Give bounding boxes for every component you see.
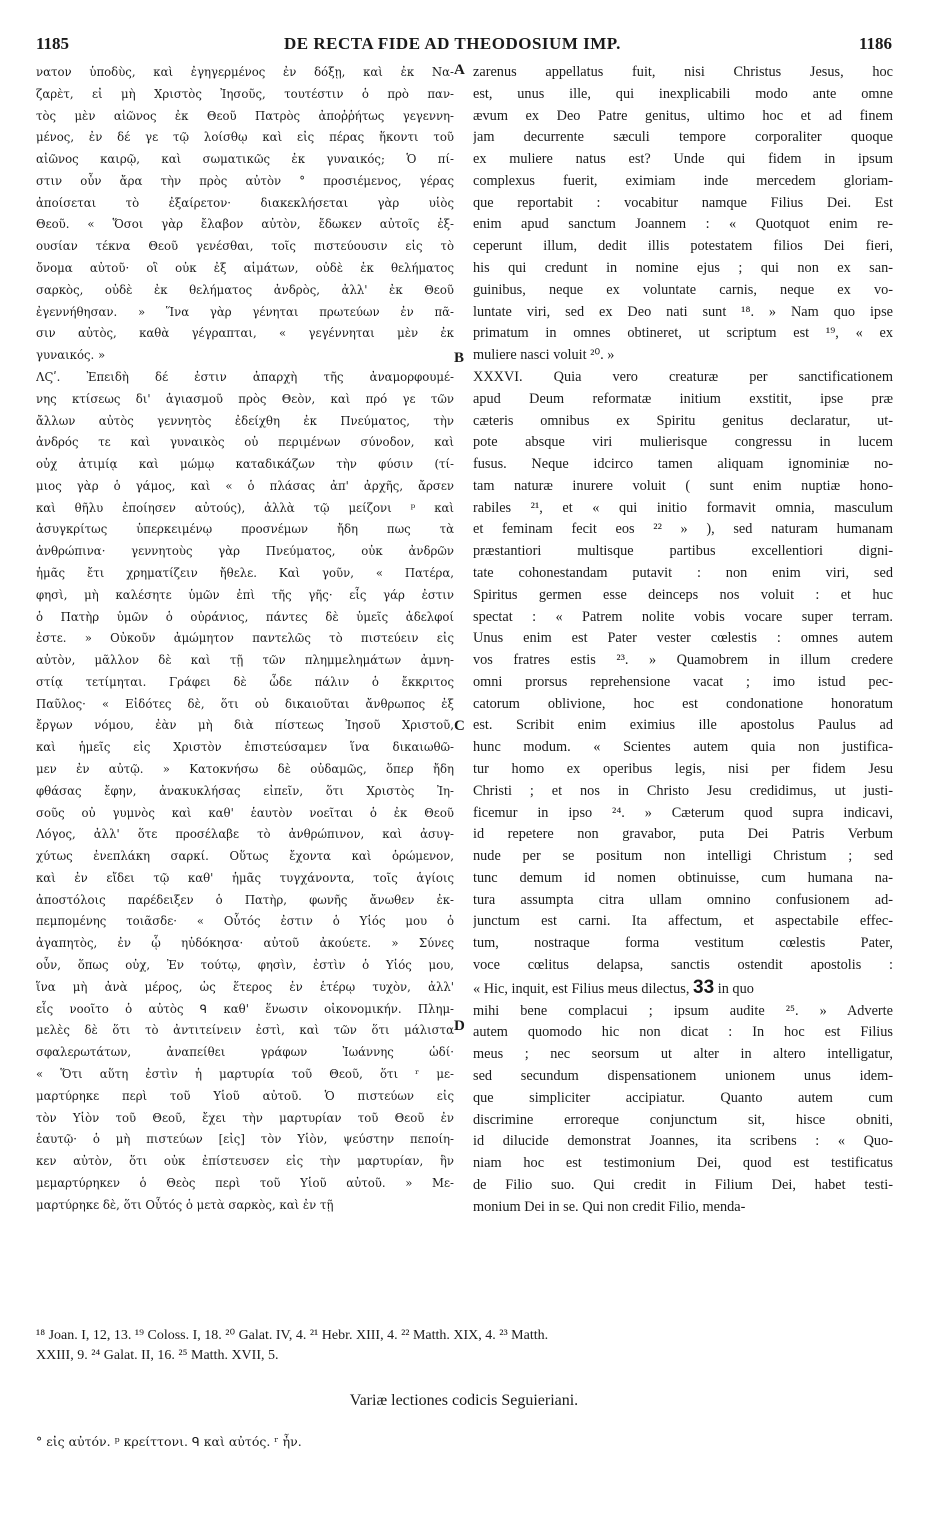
greek-text-line: τὸς μὲν αἰῶνος ἐκ Θεοῦ Πατρὸς ἀποῤῥήτως γεγεννη- — [36, 108, 454, 123]
latin-text-line: tum, nostraque forma vestitum cœlestis Pater, — [473, 935, 893, 952]
latin-text-line: Christi ; et nos in Christo Jesu credidimus, ut justi- — [473, 782, 893, 799]
greek-text-line: κεν αὐτὸν, ὅτι οὐκ ἐπίστευσεν εἰς τὴν μαρτυρίαν, ἣν — [36, 1154, 454, 1169]
latin-text-line: id dilucide demonstrat Joannes, ita scribens : « Quo- — [473, 1133, 893, 1150]
greek-text-line: ουσίαν τέκνα Θεοῦ γενέσθαι, τοῖς πιστεύουσιν εἰς τὸ — [36, 239, 454, 254]
latin-text-line: tura assumpta citra ullam omnino confusionem ad- — [473, 891, 893, 908]
variae-lectiones-title: Variæ lectiones codicis Seguieriani. — [349, 1392, 579, 1409]
latin-text-line: que simpliciter accipiatur. Quanto autem cum — [473, 1089, 893, 1106]
latin-text-line: tur homo ex operibus legis, nisi per fidem Jesu — [473, 761, 893, 777]
latin-text-line: rabiles ²¹, et « qui initio formavit omnia, masculum — [473, 499, 893, 516]
latin-text-line: est. Scribit enim eximius ille apostolus Paulus ad — [473, 717, 893, 734]
greek-text-line: σαρκὸς, οὐδὲ ἐκ θελήματος ἀνδρὸς, ἀλλ' ἐκ Θεοῦ — [36, 282, 454, 297]
greek-text-line: μιος γὰρ ὁ γάμος, καὶ « ὁ πλάσας ἀπ' ἀρχῆς, ἄρσεν — [36, 478, 454, 493]
greek-text-line: Παῦλος· « Εἰδότες δὲ, ὅτι οὐ δικαιοῦται ἄνθρωπος ἐξ — [36, 696, 454, 711]
margin-letter-b: B — [454, 350, 465, 366]
latin-text-line: discrimine erroreque conjunctum sit, hisce obniti, — [473, 1111, 893, 1128]
greek-text-line: μελὲς δὲ ὅτι τὸ ἀντιτείνειν ἐστὶ, καὶ τῶν ὅτι μάλιστα — [36, 1023, 454, 1038]
greek-text-line: αἰῶνος καιρῷ, καὶ σωματικῶς ἐκ γυναικός; Ὁ πί- — [36, 152, 454, 167]
greek-text-line: μεμαρτύρηκεν ὁ Θεὸς περὶ τοῦ Υἱοῦ αὐτοῦ. » Με- — [36, 1175, 454, 1190]
latin-text-line: omni prorsus reprehensione vacat ; imo istud pec- — [473, 673, 893, 690]
latin-text-line: mihi bene complacui ; ipsum audite ²⁵. » Adverte — [473, 1002, 893, 1019]
latin-text-line: voce cœlitus delapsa, sanctis ostendit apostolis : — [473, 957, 893, 974]
latin-text-line: ceperunt illum, dedit illis potestatem filios Dei fieri, — [473, 238, 893, 255]
greek-text-line: μεν ἐν αὐτῷ. » Κατοκνήσω δὲ οὐδαμῶς, ὅπερ ἤδη — [36, 762, 454, 776]
greek-text-line: σφαλερωτάτων, ἀναπείθει γράφων Ἰωάννης ὡδί· — [36, 1045, 454, 1060]
latin-text-line: muliere nasci voluit ²⁰. » — [473, 347, 615, 364]
footnote-line-2: XXIII, 9. ²⁴ Galat. II, 16. ²⁵ Matth. XVII, 5. — [36, 1348, 279, 1363]
latin-text-line: Spiritus germen esse deinceps nos voluit : et huc — [473, 586, 893, 603]
latin-text-line: autem quomodo hic non dicat : In hoc est Filius — [473, 1024, 893, 1041]
footnote-line-1: ¹⁸ Joan. I, 12, 13. ¹⁹ Coloss. I, 18. ²⁰ Galat. IV, 4. ²¹ Hebr. XIII, 4. ²² Matth. XIX, 4. ²³ Matth. — [36, 1328, 549, 1343]
greek-text-line: πεμπομένης τοιᾶσδε· « Οὗτός ἐστιν ὁ Υἱός μου ὁ — [36, 914, 454, 929]
latin-text-line: junctum est carni. Ita affectum, et aspectabile effec- — [473, 913, 893, 930]
greek-text-line: καὶ θῆλυ ἐποίησεν αὐτούς), ἀλλὰ τῷ μείζονι ᵖ καὶ — [36, 500, 454, 515]
latin-column — [473, 62, 893, 1218]
latin-text-line: zarenus appellatus fuit, nisi Christus Jesus, hoc — [473, 64, 893, 80]
greek-text-line: ὁ Πατὴρ ὑμῶν ὁ οὐράνιος, πάντες δὲ ὑμεῖς ἀδελφοί — [36, 609, 454, 624]
margin-letter-d: D — [454, 1018, 465, 1034]
greek-text-line: μένος, ἐν δέ γε τῷ λοίσθῳ καὶ εἰς πέρας ἥκοντι τοῦ — [36, 130, 454, 145]
greek-text-line: χύτως ἐνεπλάκη σαρκί. Οὕτως ἔχοντα καὶ ὁρώμενον, — [36, 849, 454, 864]
greek-text-line: ζαρὲτ, εἰ μὴ Χριστὸς Ἰησοῦς, τουτέστιν ὁ πρὸ παν- — [36, 86, 454, 101]
latin-text-line: fusus. Neque idcirco tamen aliquam ignominiæ no- — [473, 456, 893, 473]
greek-text-line: ἑαυτῷ· ὁ μὴ πιστεύων [εἰς] τὸν Υἱὸν, ψεύστην πεποίη- — [36, 1132, 454, 1147]
latin-text-line: que reportabit : vocabitur namque Filius Dei. Est — [473, 194, 893, 211]
greek-text-line: ἔργων νόμου, ἐὰν μὴ διὰ πίστεως Ἰησοῦ Χριστοῦ, — [36, 718, 454, 733]
latin-text-line: complexus fuerit, eximiam inde mercedem gloriam- — [473, 172, 893, 189]
latin-text-line: tam naturæ inurere voluit ( sunt enim nuptiæ hono- — [473, 477, 893, 494]
greek-text-line: σοῦς οὐ γυμνὸς καὶ καθ' ἑαυτὸν νοεῖται ὁ ἐκ Θεοῦ — [36, 805, 454, 820]
greek-text-line: φησὶ, μὴ καλέσητε ὑμῶν ἐπὶ τῆς γῆς· εἷς γάρ ἐστιν — [36, 587, 454, 602]
greek-text-line: ἀνθρώπινα· γεννητοὺς γὰρ Πνεύματος, οὐκ ἀνδρῶν — [36, 544, 454, 559]
greek-text-line: ἀσυγκρίτως ὑπερκειμένῳ προσνέμων ἤδη πως τὰ — [36, 522, 454, 537]
greek-text-line: ἀγαπητὸς, ἐν ᾧ ηὐδόκησα· αὐτοῦ ἀκούετε. » Σύνες — [36, 936, 454, 951]
latin-text-line — [473, 977, 893, 1001]
greek-text-line: νης κτίσεως δι' ἁγιασμοῦ πρὸς Θεὸν, καὶ πρό γε τῶν — [36, 391, 454, 406]
latin-text-line: ex muliere natus est? Unde qui fidem in ipsum — [473, 151, 893, 168]
greek-text-line: οὖν, ὅπως οὐχ, Ἐν τούτῳ, φησὶν, ἐστὶν ὁ Υἱός μου, — [36, 958, 454, 973]
latin-text-line: apud Deum reformatæ initium exstitit, ipse præ — [473, 390, 893, 407]
greek-text-line: στιν οὖν ἄρα τὴν πρὸς αὐτὸν ° προσιέμενος, γέρας — [36, 173, 454, 188]
running-header — [36, 34, 892, 58]
greek-text-line: Λόγος, ἀλλ' ὅτε προσέλαβε τὸ ἀνθρώπινον, καὶ ἀσυγ- — [36, 827, 454, 842]
greek-text-line: καὶ ἡμεῖς εἰς Χριστὸν ἐπιστεύσαμεν ἵνα δικαιωθῶ- — [36, 740, 454, 755]
greek-text-line: ἡμᾶς ἔτι χρηματίζειν ἤθελε. Καὶ γοῦν, « Πατέρα, — [36, 565, 454, 580]
greek-text-line: ἐγεννήθησαν. » Ἵνα γὰρ γένηται πρωτεύων ἐν πᾶ- — [36, 304, 454, 319]
greek-text-line: σιν αὐτὸς, καθὰ γέγραπται, « γεγέννηται μὲν ἐκ — [36, 326, 454, 341]
latin-text-line: pote absque viri mulierisque congressu in lucem — [473, 434, 893, 451]
latin-text-line: his qui credunt in nomine ejus ; qui non ex san- — [473, 260, 893, 277]
running-title: DE RECTA FIDE AD THEODOSIUM IMP. — [284, 34, 621, 53]
latin-text-line: sed secundum dispensationem unionem unus idem- — [473, 1067, 893, 1084]
column-number: 33 — [693, 976, 715, 998]
latin-text-line: præstantiori multisque partibus excellentiori digni- — [473, 543, 893, 560]
greek-text-line: « Ὅτι αὕτη ἐστὶν ἡ μαρτυρία τοῦ Θεοῦ, ὅτι ʳ με- — [36, 1066, 454, 1081]
greek-text-line: γυναικός. » — [36, 348, 106, 363]
latin-text-line: niam hoc est testimonium Dei, quod est testificatus — [473, 1155, 893, 1172]
latin-text-line: catorum oblivione, hoc est condonatione honoratum — [473, 695, 893, 712]
latin-text-line: monium Dei in se. Qui non credit Filio, menda- — [473, 1198, 746, 1215]
latin-text-line: guinibus, neque ex voluntate carnis, neque ex vo- — [473, 281, 893, 298]
greek-text-line: μαρτύρηκε περὶ τοῦ Υἱοῦ αὐτοῦ. Ὁ πιστεύων εἰς — [36, 1088, 454, 1103]
greek-text-line: τὸν Υἱὸν τοῦ Θεοῦ, ἔχει τὴν μαρτυρίαν τοῦ Θεοῦ ἐν — [36, 1110, 454, 1125]
greek-text-line: φθάσας ἔφην, ἀνακυκλήσας εἰπεῖν, ὅτι Χριστὸς Ἰη- — [36, 783, 454, 798]
latin-text-line: spectat : « Patrem nolite vobis vocare super terram. — [473, 608, 893, 625]
page-number-right: 1186 — [858, 34, 892, 53]
greek-text-line: μαρτύρηκε δὲ, ὅτι Οὗτός ὁ μετὰ σαρκὸς, καὶ ἐν τῇ — [36, 1197, 334, 1212]
greek-column — [36, 62, 454, 1216]
latin-text-line: et feminam fecit eos ²² » ), sed naturam humanam — [473, 521, 893, 538]
greek-text-line: ἀνδρός τε καὶ γυναικὸς οὐ περιμένων σύνοδον, καὶ — [36, 435, 454, 450]
greek-text-line: ἵνα μὴ ἀνὰ μέρος, ὡς ἕτερος ἐν ἑτέρῳ τυχὸν, ἀλλ' — [36, 979, 454, 994]
latin-text-line: tunc demum id nomen obtinuisse, cum humana na- — [473, 869, 893, 886]
footnotes — [36, 1326, 896, 1366]
latin-text-line: hunc modum. « Scientes autem quia non justifica- — [473, 739, 893, 756]
greek-text-line: οὐχ ἀτιμίᾳ καὶ μώμῳ καταδικάζων τὴν φύσιν (τί- — [36, 457, 454, 472]
greek-text-line: ΛϚʹ. Ἐπειδὴ δέ ἐστιν ἀπαρχὴ τῆς ἀναμορφουμέ- — [36, 369, 454, 384]
latin-text-line: Unus enim est Pater vester cœlestis : omnes autem — [473, 630, 893, 647]
latin-text-line: luntate viri, sed ex Deo nati sunt ¹⁸. » Nam quo ipse — [473, 303, 893, 320]
greek-text-line: αὐτὸν, μᾶλλον δὲ καὶ τῇ τῶν πλημμελημάτων ἀμνη- — [36, 653, 454, 668]
latin-text-fragment: « Hic, inquit, est Filius meus dilectus, — [473, 980, 694, 997]
latin-text-fragment: in quo — [714, 980, 754, 997]
latin-text-line: de Filio suo. Qui credit in Filium Dei, habet testi- — [473, 1176, 893, 1193]
greek-text-line: ἐστε. » Οὐκοῦν ἀμώμητον παντελῶς τὸ πιστεύειν εἰς — [36, 631, 454, 646]
greek-text-line: ὄνομα αὐτοῦ· οἳ οὐκ ἐξ αἱμάτων, οὐδὲ ἐκ θελήματος — [36, 261, 454, 276]
latin-text-line: ævum ex Deo Patre genitus, ultimo hoc et ad finem — [473, 107, 893, 124]
greek-text-line: ἀποίσεται τὸ ἐξαίρετον· διακεκλήσεται γὰρ υἱὸς — [36, 195, 454, 210]
greek-text-line: καὶ ἐν εἴδει τῷ καθ' ἡμᾶς τυγχάνοντα, τοῖς ἁγίοις — [36, 870, 454, 885]
latin-text-line: primatum in omnes obtineret, ut scriptum est ¹⁹, « ex — [473, 325, 893, 342]
margin-letter-a: A — [454, 62, 465, 78]
greek-text-line: Θεοῦ. « Ὅσοι γὰρ ἔλαβον αὐτὸν, ἔδωκεν αὐτοῖς ἐξ- — [36, 217, 454, 232]
latin-text-line: XXXVI. Quia vero creaturæ per sanctificationem — [473, 368, 893, 385]
greek-text-line: νατον ὑποδὺς, καὶ ἐγηγερμένος ἐν δόξῃ, καὶ ἐκ Να- — [36, 65, 454, 79]
latin-text-line: ficemur in ipso ²⁴. » Cæterum quod supra indicavi, — [473, 804, 893, 821]
variae-lectiones-text: ° εἰς αὐτόν. ᵖ κρείττονι. ᑫ καὶ αὐτός. ʳ ἦν. — [36, 1434, 302, 1449]
latin-text-line: tate cohonestandam putavit : non enim viri, sed — [473, 564, 893, 581]
latin-text-line: vos fratres estis ²³. » Quamobrem in illum credere — [473, 652, 893, 669]
latin-text-line: nude per se positum non intelligi Christum ; sed — [473, 848, 893, 865]
greek-text-line: εἷς νοοῖτο ὁ αὐτὸς ᑫ καθ' ἕνωσιν οἰκονομικήν. Πλημ- — [36, 1001, 454, 1016]
latin-text-line: id repetere non gravabor, puta Dei Patris Verbum — [473, 826, 893, 843]
latin-text-line: jam decurrente sæculi tempore corporaliter quoque — [473, 129, 893, 146]
latin-text-line: cæteris omnibus ex Spiritu genitus declaratur, ut- — [473, 412, 893, 429]
greek-text-line: στίᾳ τετίμηται. Γράφει δὲ ὧδε πάλιν ὁ ἔκκριτος — [36, 674, 454, 689]
greek-text-line: ἄλλων αὐτὸς γεννητὸς ἐδείχθη ἐκ Πνεύματος, τὴν — [36, 413, 454, 428]
latin-text-line: est, unus ille, qui inexplicabili modo ante omne — [473, 85, 893, 102]
margin-letter-c: C — [454, 718, 465, 734]
greek-text-line: ἀποστόλοις παρέδειξεν ὁ Πατὴρ, φωνῆς ἄνωθεν ἐκ- — [36, 892, 454, 907]
page-number-left: 1185 — [36, 34, 70, 53]
latin-text-line: meus ; nec seorsum ut alter in altero intelligatur, — [473, 1046, 893, 1063]
latin-text-line: enim apud sanctum Joannem : « Quotquot enim re- — [473, 216, 893, 233]
